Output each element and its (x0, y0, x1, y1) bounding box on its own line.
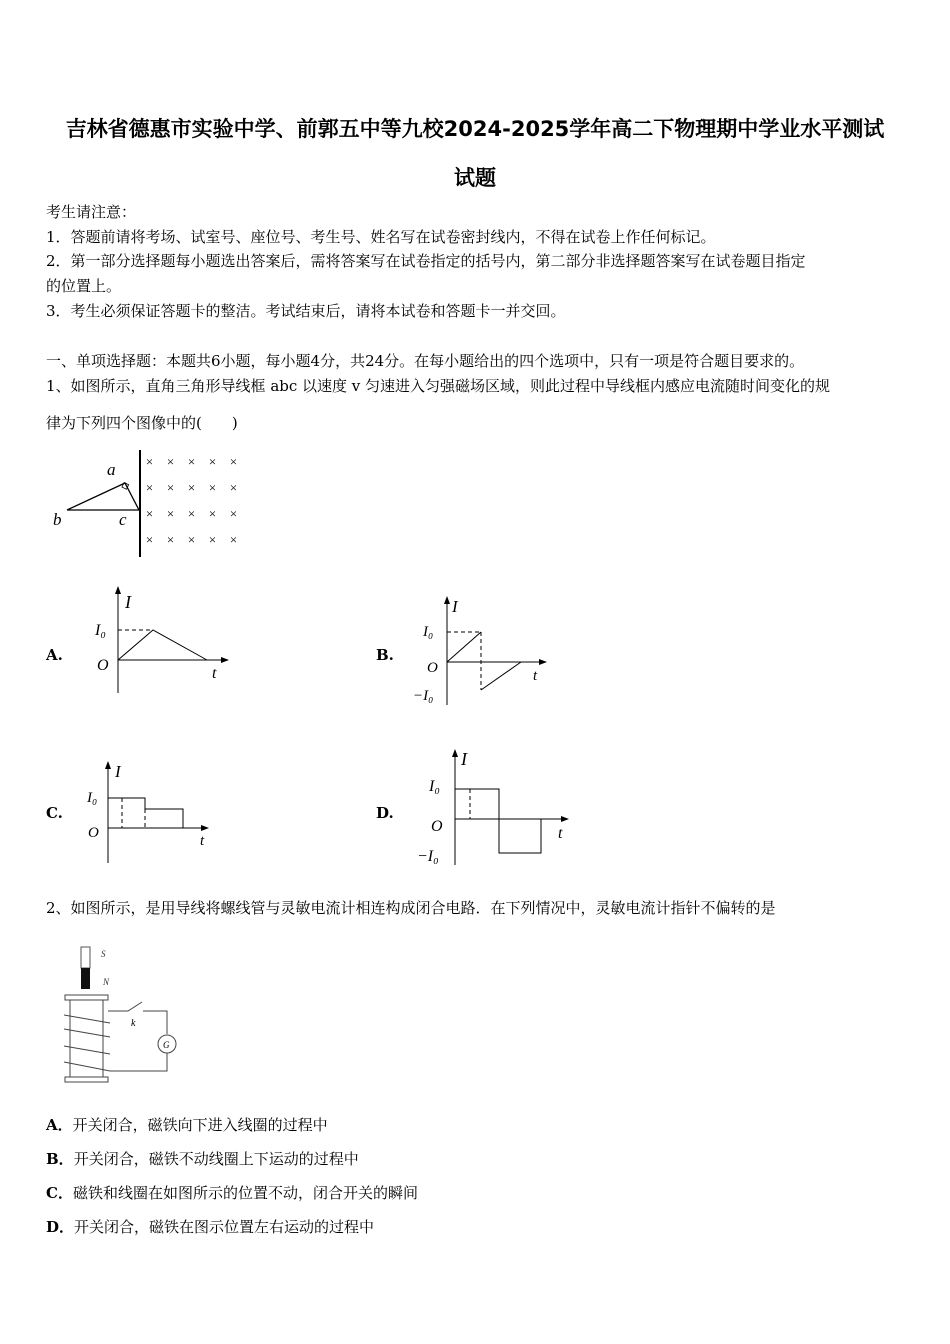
label-I0: I₀ (87, 790, 98, 806)
label-O: O (97, 657, 109, 674)
option-text: 开关闭合，磁铁向下进入线圈的过程中 (72, 1116, 328, 1134)
magnetic-field-cross-icon: × (187, 480, 196, 495)
axis-t: t (533, 668, 538, 684)
option-text: 开关闭合，磁铁在图示位置左右运动的过程中 (74, 1218, 375, 1236)
triangle-in-field-figure (45, 445, 245, 560)
magnetic-field-cross-icon: × (187, 506, 196, 521)
option-text: 磁铁和线圈在如图所示的位置不动，闭合开关的瞬间 (72, 1184, 418, 1202)
magnetic-field-cross-icon: × (145, 506, 154, 521)
notice-item: 1．答题前请将考场、试室号、座位号、考生号、姓名写在试卷密封线内，不得在试卷上作任何标记。 (46, 228, 716, 246)
question-1-stem-cont: 律为下列四个图像中的( ) (46, 414, 238, 432)
magnetic-field-cross-icon: × (208, 532, 217, 547)
title-line-2: 试题 (454, 166, 496, 190)
magnetic-field-cross-icon: × (229, 454, 238, 469)
label-neg-I0: −I₀ (417, 848, 439, 865)
solenoid-circuit-figure (40, 940, 200, 1090)
notice-item: 2．第一部分选择题每小题选出答案后，需将答案写在试卷指定的括号内，第二部分非选择题答案写在试卷题目指定 (46, 252, 806, 270)
q2-option-b[interactable] (46, 1149, 359, 1169)
option-a-label[interactable]: A. (46, 646, 63, 664)
notice-heading: 考生请注意： (46, 203, 137, 221)
axis-t: t (558, 825, 563, 842)
label-c: c (119, 510, 127, 529)
axis-t: t (200, 833, 205, 849)
magnetic-field-cross-icon: × (166, 454, 175, 469)
magnetic-field-cross-icon: × (187, 454, 196, 469)
option-label: D． (46, 1218, 75, 1236)
label-S: S (101, 949, 106, 959)
axis-I: I (115, 762, 121, 781)
magnetic-field-cross-icon: × (145, 532, 154, 547)
magnetic-field-cross-icon: × (145, 480, 154, 495)
magnetic-field-cross-icon: × (166, 532, 175, 547)
q2-option-c[interactable] (46, 1183, 418, 1203)
axis-I: I (461, 749, 467, 769)
label-O: O (427, 660, 438, 676)
label-k: k (131, 1018, 136, 1029)
magnetic-field-cross-icon: × (229, 506, 238, 521)
graph-d[interactable] (415, 743, 580, 868)
graph-c[interactable] (75, 755, 225, 867)
magnetic-field-cross-icon: × (208, 506, 217, 521)
axis-t: t (212, 665, 217, 682)
option-text: 开关闭合，磁铁不动线圈上下运动的过程中 (73, 1150, 359, 1168)
option-b-label[interactable]: B. (376, 646, 394, 664)
question-2-stem: 2、如图所示，是用导线将螺线管与灵敏电流计相连构成闭合电路．在下列情况中，灵敏电流计指针不偏转的是 (46, 899, 776, 917)
magnetic-field-cross-icon: × (208, 454, 217, 469)
magnetic-field-cross-icon: × (166, 506, 175, 521)
galvanometer-G: G (163, 1040, 170, 1050)
notice-item: 的位置上。 (46, 277, 122, 295)
label-I0: I₀ (95, 622, 106, 639)
label-N: N (103, 977, 110, 987)
magnetic-field-cross-icon: × (145, 454, 154, 469)
question-1-stem: 1、如图所示，直角三角形导线框 abc 以速度 v 匀速进入匀强磁场区域，则此过程中导线框内感应电流随时间变化的规 (46, 377, 831, 395)
magnetic-field-cross-icon: × (229, 532, 238, 547)
q2-option-d[interactable] (46, 1217, 374, 1237)
option-c-label[interactable]: C. (46, 804, 63, 822)
option-d-label[interactable]: D. (376, 804, 394, 822)
magnetic-field-cross-icon: × (229, 480, 238, 495)
title-line-1: 吉林省德惠市实验中学、前郭五中等九校2024-2025学年高二下物理期中学业水平测试 (65, 117, 885, 141)
magnetic-field-cross-icon: × (208, 480, 217, 495)
section-heading: 一、单项选择题：本题共6小题，每小题4分，共24分。在每小题给出的四个选项中，只有一项是符合题目要求的。 (46, 352, 805, 370)
graph-a[interactable] (75, 578, 245, 703)
axis-I: I (125, 592, 131, 612)
label-O: O (431, 818, 443, 835)
label-I0: I₀ (429, 778, 440, 795)
option-label: C． (46, 1184, 73, 1202)
q2-option-a[interactable] (46, 1115, 328, 1135)
label-I0: I₀ (423, 624, 434, 640)
axis-I: I (452, 597, 458, 616)
magnetic-field-cross-icon: × (187, 532, 196, 547)
label-a: a (107, 460, 116, 479)
magnetic-field-cross-icon: × (166, 480, 175, 495)
label-O: O (88, 825, 99, 841)
option-label: B． (46, 1150, 74, 1168)
graph-b[interactable] (405, 590, 555, 708)
label-b: b (53, 510, 62, 529)
notice-item: 3．考生必须保证答题卡的整洁。考试结束后，请将本试卷和答题卡一并交回。 (46, 302, 566, 320)
label-neg-I0: −I₀ (413, 688, 434, 704)
option-label: A． (46, 1116, 73, 1134)
